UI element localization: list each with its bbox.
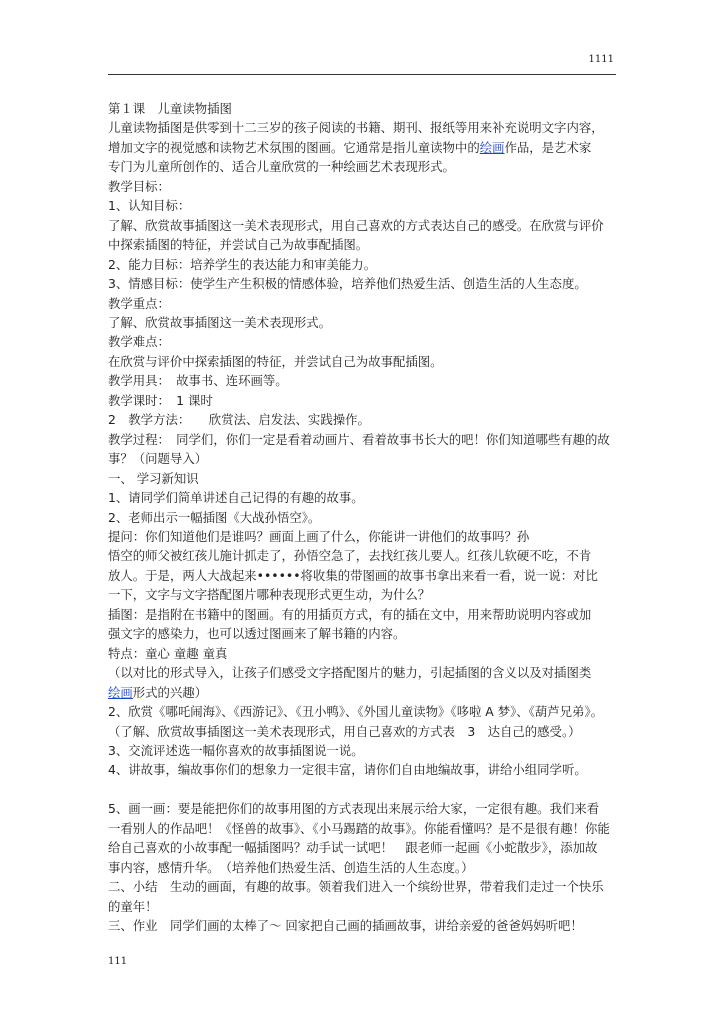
text-line: 悟空的师父被红孩儿施计抓走了，孙悟空急了，去找红孩儿要人。红孩儿软硬不吃，不肯 <box>108 548 592 564</box>
hyperlink[interactable]: 绘画 <box>108 684 133 700</box>
text-line: 2 教学方法： 欣赏法、启发法、实践操作。 <box>108 412 370 428</box>
lesson-title: 第１课 儿童读物插图 <box>108 101 232 116</box>
text-line: 增加文字的视觉感和读物艺术氛围的图画。它通常是指儿童读物中的绘画作品，是艺术家 <box>108 139 592 155</box>
text-line: 儿童读物插图是供零到十二三岁的孩子阅读的书籍、期刊、报纸等用来补充说明文字内容， <box>108 120 604 136</box>
footer-page-number: 111 <box>108 956 128 967</box>
text-line: 在欣赏与评价中探索插图的特征，并尝试自己为故事配插图。 <box>108 353 443 369</box>
text-line: 3、情感目标：使学生产生积极的情感体验，培养他们热爱生活、创造生活的人生态度。 <box>108 276 587 292</box>
text-line: 一下，文字与文字搭配图片哪种表现形式更生动，为什么？ <box>108 587 431 603</box>
text-line: 1、认知目标： <box>108 198 191 214</box>
text-line: 一看别人的作品吧！《怪兽的故事》、《小马踢踏的故事》。你能看懂吗？是不是很有趣！你能 <box>108 820 610 836</box>
text-line: 专门为儿童所创作的、适合儿童欣赏的一种绘画艺术表现形式。 <box>108 159 455 175</box>
text-line: 了解、欣赏故事插图这一美术表现形式，用自己喜欢的方式表达自己的感受。在欣赏与评价 <box>108 217 604 233</box>
text-line: 插图：是指附在书籍中的图画。有的用插页方式，有的插在文中，用来帮助说明内容或加 <box>108 606 592 622</box>
text-line: 的童年！ <box>108 898 158 914</box>
text-line: 1、请同学们简单讲述自己记得的有趣的故事。 <box>108 490 364 506</box>
text-line: 二、小结 生动的画面，有趣的故事。领着我们进入一个缤纷世界，带着我们走过一个快乐 <box>108 879 604 895</box>
text-line: （以对比的形式导入，让孩子们感受文字搭配图片的魅力，引起插图的含义以及对插图类 <box>108 665 592 681</box>
text-line: 中探索插图的特征，并尝试自己为故事配插图。 <box>108 237 369 253</box>
text-line: 强文字的感染力，也可以透过图画来了解书籍的内容。 <box>108 626 406 642</box>
text-line: 事内容，感情升华。 （培养他们热爱生活、创造生活的人生态度。） <box>108 859 474 875</box>
text-line: 2、能力目标：培养学生的表达能力和审美能力。 <box>108 256 377 272</box>
text-line: 4、讲故事，编故事你们的想象力一定很丰富，请你们自由地编故事，讲给小组同学听。 <box>108 762 587 778</box>
header-page-number: 1111 <box>588 54 614 65</box>
text-line: 2、老师出示一幅插图《大战孙悟空》。 <box>108 509 321 525</box>
hyperlink[interactable]: 绘画 <box>479 139 505 155</box>
text-line: 教学难点： <box>108 334 170 350</box>
text-line: 事？（问题导入） <box>108 451 208 467</box>
text-line: 放人。于是，两人大战起来••••••将收集的带图画的故事书拿出来看一看，说一说：对比 <box>108 567 598 583</box>
text-line: 5、画一画：要是能把你们的故事用图的方式表现出来展示给大家，一定很有趣。我们来看 <box>108 801 600 817</box>
text-line: （了解、欣赏故事插图这一美术表现形式，用自己喜欢的方式表 3 达自己的感受。） <box>108 723 581 739</box>
text-line: 给自己喜欢的小故事配一幅插图吗？动手试一试吧！ 跟老师一起画《小蛇散步》，添加故 <box>108 840 598 856</box>
text-line: 三、作业 同学们画的太棒了～ 回家把自己画的插画故事，讲给亲爱的爸爸妈妈听吧！ <box>108 918 583 934</box>
text-line: 教学过程： 同学们，你们一定是看着动画片、看着故事书长大的吧！你们知道哪些有趣的故 <box>108 431 610 447</box>
text-line: 教学用具： 故事书、连环画等。 <box>108 373 288 389</box>
text-line: 了解、欣赏故事插图这一美术表现形式。 <box>108 314 332 330</box>
text-line: 3、交流评述选一幅你喜欢的故事插图说一说。 <box>108 742 364 758</box>
text-line: 特点：童心 童趣 童真 <box>108 645 228 661</box>
page-header <box>108 52 616 75</box>
text-line: 一、 学习新知识 <box>108 470 199 486</box>
text-line <box>108 780 620 799</box>
text-line: 提问：你们知道他们是谁吗？画面上画了什么，你能讲一讲他们的故事吗？孙 <box>108 528 530 544</box>
text-line: 2、欣赏《哪吒闹海》、《西游记》、《丑小鸭》、《外国儿童读物》《哆啦 A 梦》、《葫芦兄弟》。 <box>108 704 604 720</box>
text-line: 教学目标： <box>108 178 170 194</box>
document-body <box>108 99 620 935</box>
text-line: 教学课时： 1 课时 <box>108 392 213 408</box>
text-line: 教学重点： <box>108 295 170 311</box>
text-line: 绘画形式的兴趣） <box>108 684 208 700</box>
